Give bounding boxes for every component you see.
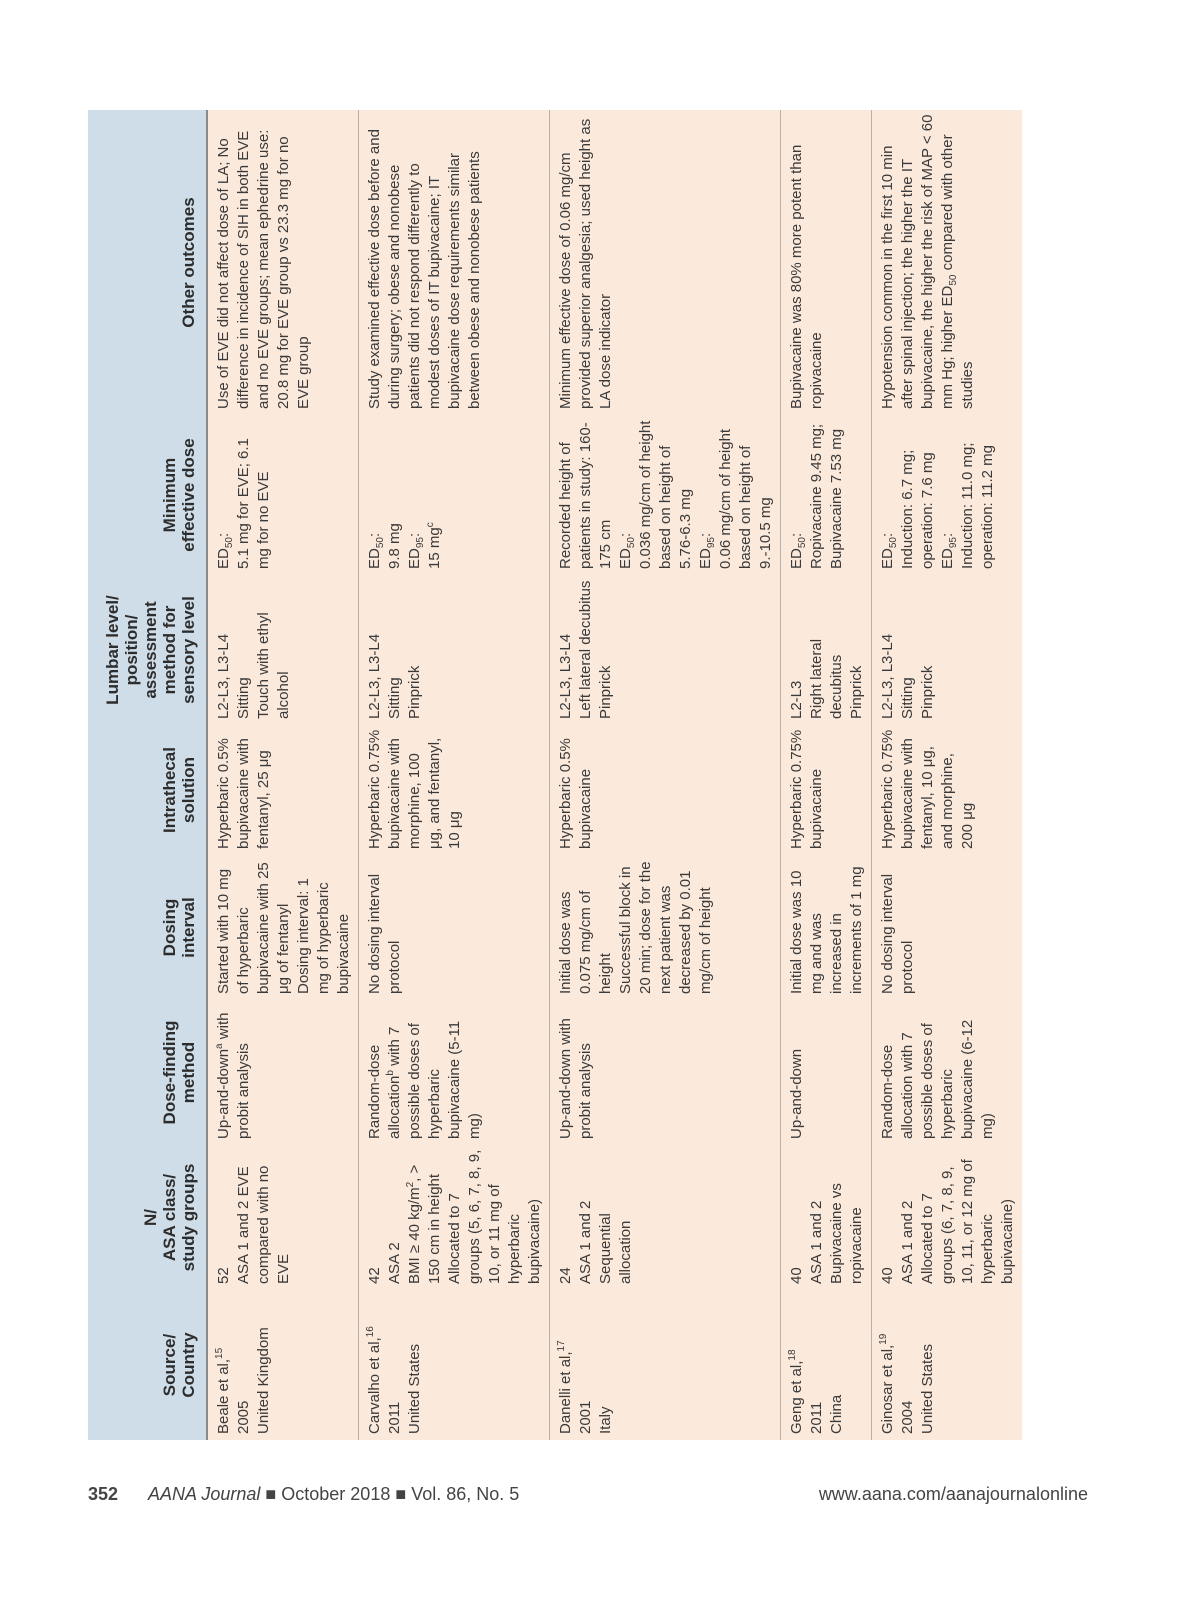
lumbar-text: Right lateral decubitus — [808, 638, 845, 719]
cell-lumbar — [872, 575, 1023, 725]
interval-text: Successful block in 20 min; dose for the next patient was decreased by 0.01 mg/cm of height — [617, 861, 714, 994]
source-year: 2004 — [899, 1400, 916, 1434]
table-container — [88, 110, 1016, 1440]
interval-text: No dosing interval protocol — [879, 873, 916, 994]
header-text: Dosing — [160, 898, 179, 957]
n-value: 42 — [366, 1267, 383, 1284]
med-text: Ropivacaine 9.45 mg; — [808, 423, 825, 569]
cell-n — [359, 1145, 550, 1290]
lumbar-text: L2-L3, L3-L4 — [557, 633, 574, 719]
lumbar-text: Left lateral decubitus — [577, 580, 594, 719]
header-text: solution — [179, 756, 198, 824]
header-text: interval — [179, 897, 198, 958]
header-text: sensory level — [179, 596, 198, 704]
cell-lumbar — [781, 575, 872, 725]
med-label: $ED_{95}$: — [406, 532, 426, 569]
table-row — [207, 110, 359, 1440]
table-row — [359, 110, 550, 1440]
lumbar-text: Pinprick — [919, 665, 936, 719]
header-text: Dose-finding — [160, 1020, 179, 1125]
method-text: Up-and-down with probit analysis — [557, 1018, 594, 1139]
med-label: $ED_{50}$: — [215, 532, 235, 569]
method-text: Random-dose allocation$^b$ with 7 possible doses of hyperbaric bupivacaine (5-11 mg) — [366, 1020, 483, 1139]
lumbar-text: L2-L3, L3-L4 — [366, 633, 383, 719]
journal-issue: ■ October 2018 ■ Vol. 86, No. 5 — [260, 1484, 520, 1504]
cell-min-dose — [781, 415, 872, 575]
header-other-outcomes — [88, 110, 207, 415]
header-dose-finding — [88, 1000, 207, 1145]
source-country: Italy — [597, 1406, 614, 1434]
header-text: Intrathecal — [160, 747, 179, 833]
cell-interval — [550, 855, 781, 1000]
header-minimum-dose — [88, 415, 207, 575]
other-text: Use of EVE did not affect dose of LA; No difference in incidence of SIH in both EVE and no EVE groups; mean ephedrine use: 20.8 mg for EVE group vs 23.3 mg for no EVE group — [215, 129, 312, 409]
lumbar-text: Pinprick — [406, 665, 423, 719]
header-lumbar — [88, 575, 207, 725]
source-year: 2011 — [386, 1401, 403, 1434]
source-country: United States — [919, 1343, 936, 1434]
header-text: method — [179, 1041, 198, 1104]
header-text: Country — [179, 1332, 198, 1398]
lumbar-text: Sitting — [899, 677, 916, 719]
cell-solution — [550, 725, 781, 855]
header-text: Minimum — [160, 457, 179, 533]
solution-text: Hyperbaric 0.75% bupivacaine with fentanyl, 10 μg, and morphine, 200 μg — [879, 729, 976, 849]
n-text: Allocated to 7 groups (5, 6, 7, 8, 9, 10, or 11 mg of hyperbaric bupivacaine) — [446, 1149, 543, 1284]
solution-text: Hyperbaric 0.5% bupivacaine with fentanyl, 25 μg — [215, 738, 272, 849]
cell-lumbar — [207, 575, 359, 725]
interval-text: Initial dose was 0.075 mg/cm of height — [557, 890, 614, 994]
cell-interval — [359, 855, 550, 1000]
cell-n — [781, 1145, 872, 1290]
med-text: Induction: 11.0 mg; operation: 11.2 mg — [959, 442, 996, 569]
interval-text: Dosing interval: 1 mg of hyperbaric bupivacaine — [295, 878, 352, 994]
med-label: $ED_{50}$: — [617, 532, 637, 569]
cell-source — [781, 1290, 872, 1440]
lumbar-text: Pinprick — [848, 665, 865, 719]
header-text: ASA class/ — [160, 1173, 179, 1262]
med-label: $ED_{50}$: — [366, 532, 386, 569]
source-country: United Kingdom — [255, 1327, 272, 1434]
n-text: Sequential allocation — [597, 1213, 634, 1284]
cell-lumbar — [550, 575, 781, 725]
cell-method — [781, 1000, 872, 1145]
source-year: 2001 — [577, 1400, 594, 1434]
source-country: China — [828, 1394, 845, 1434]
cell-other — [550, 110, 781, 415]
cell-min-dose — [207, 415, 359, 575]
solution-text: Hyperbaric 0.75% bupivacaine with morphine, 100 μg, and fentanyl, 10 μg — [366, 729, 463, 849]
journal-url: www.aana.com/aanajournalonline — [818, 1484, 1088, 1504]
cell-source — [550, 1290, 781, 1440]
cell-solution — [207, 725, 359, 855]
source-year: 2005 — [235, 1400, 252, 1434]
studies-table — [88, 110, 1022, 1440]
table-row — [872, 110, 1023, 1440]
n-text: ASA 1 and 2 EVE compared with no EVE — [235, 1165, 292, 1284]
header-text: position/ — [122, 614, 141, 686]
cell-n — [872, 1145, 1023, 1290]
header-text: assessment — [141, 601, 160, 699]
header-text: effective dose — [179, 438, 198, 552]
header-text: N/ — [141, 1209, 160, 1226]
page-footer — [0, 1484, 1200, 1514]
source-author: Geng et al,$^{18}$ — [787, 1349, 805, 1434]
lumbar-text: L2-L3 — [788, 680, 805, 719]
med-text: 15 $mg^c$ — [425, 522, 443, 569]
source-author: Carvalho et al,$^{16}$ — [365, 1326, 383, 1434]
cell-interval — [781, 855, 872, 1000]
interval-text: No dosing interval protocol — [366, 873, 403, 994]
other-text: Hypotension common in the first 10 min after spinal injection; the higher the IT bupivacaine, the higher the risk of MAP < 60 mm Hg; higher $ED_{50}$ compared with other studies — [879, 114, 976, 409]
lumbar-text: L2-L3, L3-L4 — [215, 633, 232, 719]
source-year: 2011 — [808, 1401, 825, 1434]
other-text: Bupivacaine was 80% more potent than ropivacaine — [788, 144, 825, 409]
journal-citation — [148, 1484, 519, 1505]
med-text: 0.06 mg/cm of height based on height of 9.-10.5 mg — [717, 428, 774, 569]
n-text: Bupivacaine vs ropivacaine — [828, 1183, 865, 1284]
method-text: Up-and-down — [788, 1048, 805, 1139]
solution-text: Hyperbaric 0.5% bupivacaine — [557, 738, 594, 849]
cell-method — [207, 1000, 359, 1145]
header-intrathecal — [88, 725, 207, 855]
cell-n — [207, 1145, 359, 1290]
lumbar-text: L2-L3, L3-L4 — [879, 633, 896, 719]
journal-name: AANA Journal — [148, 1484, 261, 1504]
cell-other — [359, 110, 550, 415]
cell-source — [872, 1290, 1023, 1440]
header-dosing-interval — [88, 855, 207, 1000]
med-text: 5.1 mg for EVE; 6.1 mg for no EVE — [235, 438, 272, 569]
cell-n — [550, 1145, 781, 1290]
med-label: $ED_{50}$: — [879, 532, 899, 569]
source-author: Danelli et al,$^{17}$ — [556, 1340, 574, 1434]
cell-interval — [207, 855, 359, 1000]
cell-other — [781, 110, 872, 415]
med-text: 9.8 mg — [386, 523, 403, 569]
header-text: Source/ — [160, 1333, 179, 1397]
cell-min-dose — [872, 415, 1023, 575]
n-text: ASA 2 — [386, 1242, 403, 1284]
n-text: ASA 1 and 2 — [899, 1200, 916, 1284]
table-row — [550, 110, 781, 1440]
cell-interval — [872, 855, 1023, 1000]
solution-text: Hyperbaric 0.75% bupivacaine — [788, 729, 825, 849]
header-n-asa — [88, 1145, 207, 1290]
lumbar-text: Sitting — [235, 677, 252, 719]
med-label: $ED_{95}$: — [939, 532, 959, 569]
table-row — [781, 110, 872, 1440]
cell-other — [872, 110, 1023, 415]
cell-source — [207, 1290, 359, 1440]
header-row — [88, 110, 207, 1440]
header-text: Other outcomes — [179, 197, 198, 328]
n-value: 24 — [557, 1267, 574, 1284]
cell-min-dose — [550, 415, 781, 575]
source-author: Ginosar et al,$^{19}$ — [878, 1333, 896, 1434]
cell-lumbar — [359, 575, 550, 725]
cell-solution — [781, 725, 872, 855]
n-value: 40 — [879, 1267, 896, 1284]
method-text: Random-dose allocation with 7 possible doses of hyperbaric bupivacaine (6-12 mg) — [879, 1019, 996, 1139]
med-text: 0.036 mg/cm of height based on height of 5.76-6.3 mg — [637, 420, 694, 569]
method-text: Up-and-down$^a$ with probit analysis — [214, 1012, 252, 1139]
other-text: Study examined effective dose before and during surgery; obese and nonobese patients did not respond differently to modest doses of IT bupivacaine; IT bupivacaine dose requirements similar between obese and nonobese patients — [366, 129, 483, 409]
lumbar-text: Pinprick — [597, 665, 614, 719]
cell-solution — [872, 725, 1023, 855]
source-author: Beale et al,$^{15}$ — [214, 1347, 232, 1434]
lumbar-text: Sitting — [386, 677, 403, 719]
n-text: ASA 1 and 2 — [577, 1200, 594, 1284]
cell-method — [872, 1000, 1023, 1145]
med-label: $ED_{95}$: — [697, 532, 717, 569]
n-value: 40 — [788, 1267, 805, 1284]
header-source — [88, 1290, 207, 1440]
cell-method — [550, 1000, 781, 1145]
rotated-table-region — [88, 110, 1016, 1440]
n-text: BMI ≥ 40 $kg/m^2$, > 150 cm in height — [405, 1164, 443, 1284]
cell-other — [207, 110, 359, 415]
header-text: method for — [160, 605, 179, 695]
n-text: Allocated to 7 groups (6, 7, 8, 9, 10, 11, or 12 mg of hyperbaric bupivacaine) — [919, 1159, 1016, 1284]
other-text: Minimum effective dose of 0.06 mg/cm provided superior analgesia; used height as LA dose indicator — [557, 118, 614, 409]
lumbar-text: Touch with ethyl alcohol — [255, 612, 292, 719]
n-value: 52 — [215, 1267, 232, 1284]
source-country: United States — [406, 1343, 423, 1434]
cell-method — [359, 1000, 550, 1145]
header-text: study groups — [179, 1163, 198, 1272]
cell-solution — [359, 725, 550, 855]
page-number: 352 — [88, 1484, 119, 1504]
header-text: Lumbar level/ — [103, 595, 122, 705]
n-text: ASA 1 and 2 — [808, 1200, 825, 1284]
med-text: Recorded height of patients in study: 160-175 cm — [557, 422, 614, 569]
med-label: $ED_{50}$: — [788, 532, 808, 569]
med-text: Bupivacaine 7.53 mg — [828, 428, 845, 569]
interval-text: Started with 10 mg of hyperbaric bupivacaine with 25 μg of fentanyl — [215, 862, 292, 994]
cell-min-dose — [359, 415, 550, 575]
med-text: Induction: 6.7 mg; operation: 7.6 mg — [899, 449, 936, 569]
interval-text: Initial dose was 10 mg and was increased in increments of 1 mg — [788, 866, 865, 994]
cell-source — [359, 1290, 550, 1440]
